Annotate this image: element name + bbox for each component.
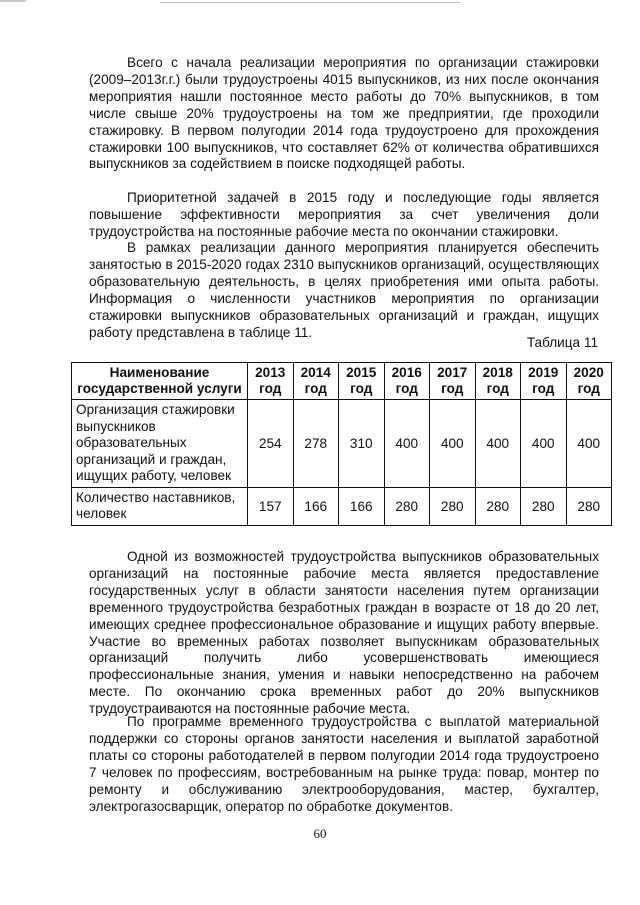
- table-cell: 400: [566, 400, 612, 488]
- table-header-row: [72, 363, 612, 400]
- header-year: 2017 год: [430, 363, 476, 400]
- table-cell: 400: [384, 400, 430, 488]
- table-cell: 254: [248, 400, 294, 488]
- table-cell: 310: [339, 400, 385, 488]
- table-cell: 400: [475, 400, 521, 488]
- paragraph-internship-results: Всего с начала реализации мероприятия по организации стажировки (2009–2013г.г.) были трудоустроены 4015 выпускников, из них после окончания мероприятия нашли постоянное место работы до 70% выпускников, в том числе свыше 20% трудоустроены на том же предприятии, где проходили стажировку. В первом полугодии 2014 года трудоустроено для прохождения стажировки 100 выпускников, что составляет 62% от количества обратившихся выпускников за содействием в поиске подходящей работы.: [89, 55, 599, 172]
- table-cell: 166: [293, 487, 339, 525]
- header-year: 2015 год: [339, 363, 385, 400]
- table-11: [71, 362, 612, 526]
- table-cell: 280: [384, 487, 430, 525]
- table-cell: 280: [475, 487, 521, 525]
- header-year: 2019 год: [521, 363, 567, 400]
- table-cell: 278: [293, 400, 339, 488]
- header-year: 2020 год: [566, 363, 612, 400]
- paragraph-planned-employment: В рамках реализации данного мероприятия планируется обеспечить занятостью в 2015-2020 годах 2310 выпускников организаций, осуществляющих образовательную деятельность, в целях приобретения ими опыта работы. Информация о численности участников мероприятия по организации стажировки выпускников образовательных организаций и граждан, ищущих работу представлена в таблице 11.: [89, 240, 599, 340]
- paragraph-employment-program: По программе временного трудоустройства с выплатой материальной поддержки со стороны органов занятости населения и выплатой заработной платы со стороны работодателей в первом полугодии 2014 года трудоустроено 7 человек по профессиям, востребованным на рынке труда: повар, монтер по ремонту и обслуживанию электрооборудования, мастер, бухгалтер, электрогазосварщик, оператор по обработке документов.: [89, 714, 599, 814]
- page-number: 60: [313, 826, 327, 841]
- table-cell: 280: [430, 487, 476, 525]
- header-year: 2016 год: [384, 363, 430, 400]
- table-cell: 280: [566, 487, 612, 525]
- header-service-name: Наименование государственной услуги: [72, 363, 248, 400]
- top-scan-line: [160, 2, 460, 3]
- table-caption: Таблица 11: [526, 335, 598, 350]
- header-year: 2014 год: [293, 363, 339, 400]
- table-cell: 400: [430, 400, 476, 488]
- header-year: 2013 год: [248, 363, 294, 400]
- paragraph-temporary-employment: Одной из возможностей трудоустройства выпускников образовательных организаций на постоянные рабочие места является предоставление государственных услуг в области занятости населения путем организации временного трудоустройства безработных граждан в возрасте от 18 до 20 лет, имеющих среднее профессиональное образование и ищущих работу впервые. Участие во временных работах позволяет выпускникам образовательных организаций получить либо усовершенствовать имеющиеся профессиональные знания, умения и навыки непосредственно на рабочем месте. По окончанию срока временных работ до 20% выпускников трудоустраиваются на постоянные рабочие места.: [89, 549, 599, 717]
- table-cell: 280: [521, 487, 567, 525]
- table-row: [72, 487, 612, 525]
- top-edge-mark: [0, 0, 26, 2]
- header-year: 2018 год: [475, 363, 521, 400]
- row-label: Организация стажировки выпускников образовательных организаций и граждан, ищущих работу, человек: [72, 400, 248, 488]
- table-cell: 157: [248, 487, 294, 525]
- table-cell: 400: [521, 400, 567, 488]
- row-label: Количество наставников, человек: [72, 487, 248, 525]
- table-cell: 166: [339, 487, 385, 525]
- table-row: [72, 400, 612, 488]
- paragraph-priority-task: Приоритетной задачей в 2015 году и последующие годы является повышение эффективности мероприятия за счет увеличения доли трудоустройства на постоянные рабочие места по окончании стажировки.: [89, 190, 599, 239]
